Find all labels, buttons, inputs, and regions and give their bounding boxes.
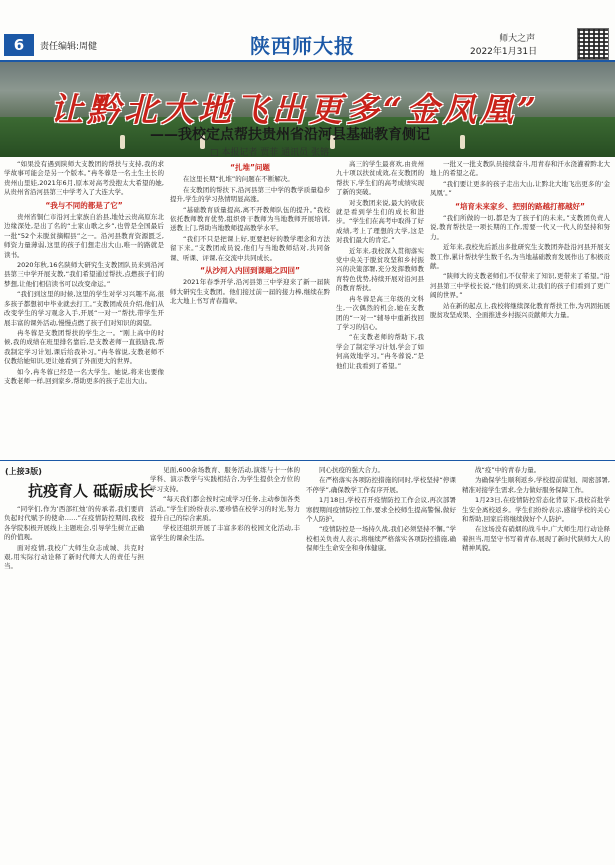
paragraph: 在这里长期“扎堆”的问题在不断解决。 bbox=[183, 175, 294, 184]
paragraph: 在这场没有硝烟的战斗中,广大师生用行动诠释着担当,用坚守书写着青春,展现了新时代陕师大人的精神风貌。 bbox=[462, 525, 610, 553]
issue-date: 2022年1月31日 bbox=[470, 47, 538, 57]
paragraph: 冉冬蓉是高三年级的文科生,一次偶然的机会,她在支教团的“一对一”辅导中重新找回了学习的信心。 bbox=[336, 294, 424, 331]
article-column-1 bbox=[4, 160, 164, 456]
paragraph: 同心抗疫的强大合力。 bbox=[319, 466, 384, 474]
bottom-column-1 bbox=[4, 505, 144, 860]
paragraph: 在支教团的帮扶下,沿河县第三中学的教学质量稳步提升,学生的学习热情明显高涨。 bbox=[170, 185, 330, 204]
paragraph: “陕师大的支教老师们,不仅带来了知识,更带来了希望。”沿河县第三中学校长说,“他们的到来,让我们的孩子们看到了更广阔的世界。” bbox=[430, 272, 610, 300]
paragraph: “同学们,作为‘西部红烛’的传承者,我们要肩负起时代赋予的使命……”在疫情防控期间,我校各学院积极开展线上主题班会,引导学生树立正确的价值观。 bbox=[4, 505, 144, 542]
paragraph: 近年来,我校先后派出多批研究生支教团奔赴沿河县开展支教工作,累计帮扶学生数千名,为当地基础教育发展作出了积极贡献。 bbox=[430, 243, 610, 271]
paragraph: “疫情防控是一场持久战,我们必须坚持不懈。”学校相关负责人表示,将继续严格落实各项防控措施,确保师生生命安全和身体健康。 bbox=[306, 525, 456, 553]
editor-credit: 责任编辑:周健 bbox=[40, 42, 98, 52]
paragraph: “在支教老师的帮助下,我学会了制定学习计划,学会了如何高效地学习。”冉冬蓉说,“是他们让我看到了希望。” bbox=[336, 333, 424, 370]
section-heading: “培育未来家乡、把别的路越打都越好” bbox=[455, 201, 585, 211]
paragraph: 高三的学生最喜欢,由贵州九十项以扶贫成效,在支教团的帮扶下,学生们的高考成绩实现了新的突破。 bbox=[336, 160, 424, 197]
article-column-2 bbox=[170, 160, 330, 456]
article-headline: 让黔北大地飞出更多“金凤凰” bbox=[50, 90, 540, 129]
paragraph: 近年来,我校深入贯彻落实党中央关于脱贫攻坚和乡村振兴的决策部署,充分发挥教师教育特色优势,持续开展对沿河县的教育帮扶。 bbox=[336, 246, 424, 293]
paragraph: “每天我们都会按时完成学习任务,主动参加各类活动。”学生们纷纷表示,要珍惜在校学习的时光,努力提升自己的综合素质。 bbox=[150, 495, 300, 523]
paragraph: 1月18日,学校召开疫情防控工作会议,再次部署寒假期间疫情防控工作,要求全校师生提高警惕,做好个人防护。 bbox=[306, 496, 456, 524]
section-heading: “从沙河入内回到课题之四回” bbox=[200, 266, 300, 276]
newspaper-masthead: 陕西师大报 bbox=[250, 34, 355, 58]
paragraph: 一批又一批支教队员接续奋斗,用青春和汗水浇灌着黔北大地上的希望之花。 bbox=[430, 160, 610, 178]
paragraph: 战“疫”中的青春力量。 bbox=[475, 466, 541, 474]
bottom-column-3 bbox=[306, 466, 456, 860]
paragraph: 站在新的起点上,我校将继续深化教育帮扶工作,为巩固拓展脱贫攻坚成果、全面推进乡村振兴贡献师大力量。 bbox=[430, 301, 610, 320]
bottom-article-title: 抗疫育人 砥砺成长 bbox=[28, 482, 154, 500]
issue-meta bbox=[470, 33, 537, 59]
paragraph: 面对疫情,我校广大师生众志成城、共克时艰,用实际行动诠释了新时代师大人的责任与担当。 bbox=[4, 543, 144, 571]
paragraph: 学校还组织开展了丰富多彩的校园文化活动,丰富学生的课余生活。 bbox=[150, 524, 300, 542]
article-subhead: ——我校定点帮扶贵州省沿河县基础教育侧记 bbox=[150, 127, 430, 143]
article-column-3 bbox=[336, 160, 424, 456]
bottom-column-2 bbox=[150, 466, 300, 860]
paragraph: 对支教团来说,最大的收获就是看到学生们的成长和进步。“学生们在高考中取得了好成绩,考上了理想的大学,这是对我们最大的肯定。” bbox=[336, 198, 424, 245]
paragraph: 1月23日,在疫情防控常态化背景下,我校首批学生安全离校返乡。学生们纷纷表示,感谢学校的关心和帮助,回家后将继续做好个人防护。 bbox=[462, 496, 610, 524]
paragraph: 2021年春季开学,沿河县第三中学迎来了新一届陕师大研究生支教团。他们接过前一届的接力棒,继续在黔北大地上书写青春篇章。 bbox=[170, 278, 330, 306]
paragraph: 为确保学生顺利返乡,学校提前谋划、周密部署,精准对接学生需求,全力做好服务保障工作。 bbox=[462, 476, 610, 494]
paragraph: “基础教育质量提高,离不开教师队伍的提升。”我校依托教师教育优势,组织骨干教师为当地教师开展培训,送教上门,帮助当地教师提高教学水平。 bbox=[170, 205, 330, 233]
paragraph: 2020年秋,16名陕师大研究生支教团队员来到沿河县第三中学开展支教,“我们希望通过帮扶,点燃孩子们的梦想,让他们相信读书可以改变命运。” bbox=[4, 261, 164, 288]
paragraph: “我们到这里的时候,这里的学生对学习兴趣不高,很多孩子都想初中毕业就去打工。”支教团成员介绍,他们从改变学生的学习观念入手,开展“一对一”帮扶,带学生开展丰富的课外活动,慢慢点燃了孩子们对知识的渴望。 bbox=[4, 290, 164, 327]
section-heading: “我与不同的都是了它” bbox=[45, 200, 123, 210]
section-name: 师大之声 bbox=[499, 34, 536, 44]
page-number: 6 bbox=[4, 34, 34, 56]
continuation-tag: (上接3版) bbox=[5, 467, 42, 476]
student-figure-icon bbox=[460, 135, 465, 149]
student-figure-icon bbox=[120, 135, 125, 149]
paragraph: “如果没有遇到陕师大支教团的帮扶与支持,我的求学故事可能会是另一个版本。”冉冬蓉是一名土生土长的贵州山里娃,2021年6月,原本对高考没抱太大希望的她,从贵州省沿河县第三中学考入了大连大学。 bbox=[4, 160, 164, 197]
paragraph: 冉冬蓉是支教团帮扶的学生之一。“刚上高中的时候,我的成绩在班里排名靠后,是支教老师一直鼓励我,帮我制定学习计划,课后给我补习。”冉冬蓉说,支教老师不仅教给她知识,更让她看到了外面更大的世界。 bbox=[4, 328, 164, 366]
paragraph: “我们所做的一切,都是为了孩子们的未来。”支教团负责人说,教育帮扶是一项长期的工作,需要一代又一代人的坚持和努力。 bbox=[430, 214, 610, 241]
bottom-column-4 bbox=[462, 466, 610, 860]
article-column-4 bbox=[430, 160, 610, 456]
paragraph: 在严格落实各项防控措施的同时,学校坚持“停课不停学”,确保教学工作有序开展。 bbox=[306, 476, 456, 494]
article-byline: □ 本报记者 贾菲 通讯员 张镕 bbox=[210, 148, 329, 158]
paragraph: 贵州省铜仁市沿河土家族自治县,地处云贵高原东北边缘深处,是出了名的“土家山歌之乡”,也曾是全国最后一批“52个未脱贫摘帽县”之一。沿河县教育资源匮乏,师资力量薄弱,这里的孩子们想走出大山,唯一的路就是读书。 bbox=[4, 213, 164, 259]
section-divider bbox=[0, 460, 615, 461]
paragraph: “我们要让更多的孩子走出大山,让黔北大地飞出更多的‘金凤凰’。” bbox=[430, 179, 610, 198]
qr-code-icon bbox=[577, 28, 609, 60]
paragraph: 如今,冉冬蓉已经是一名大学生。她说,将来也要像支教老师一样,回到家乡,帮助更多的孩子走出大山。 bbox=[4, 367, 164, 385]
paragraph: 见面,600余场教育、服务活动,演练与十一体的学科、演示教学与实践相结合,为学生提供全方位的学习支持。 bbox=[150, 466, 300, 493]
section-heading: “扎堆”问题 bbox=[230, 163, 270, 172]
paragraph: “我们不只是把课上好,更要把好的教学理念和方法留下来。”支教团成员说,他们与当地教师结对,共同备课、听课、评课,在交流中共同成长。 bbox=[170, 234, 330, 262]
page-header bbox=[0, 0, 615, 60]
